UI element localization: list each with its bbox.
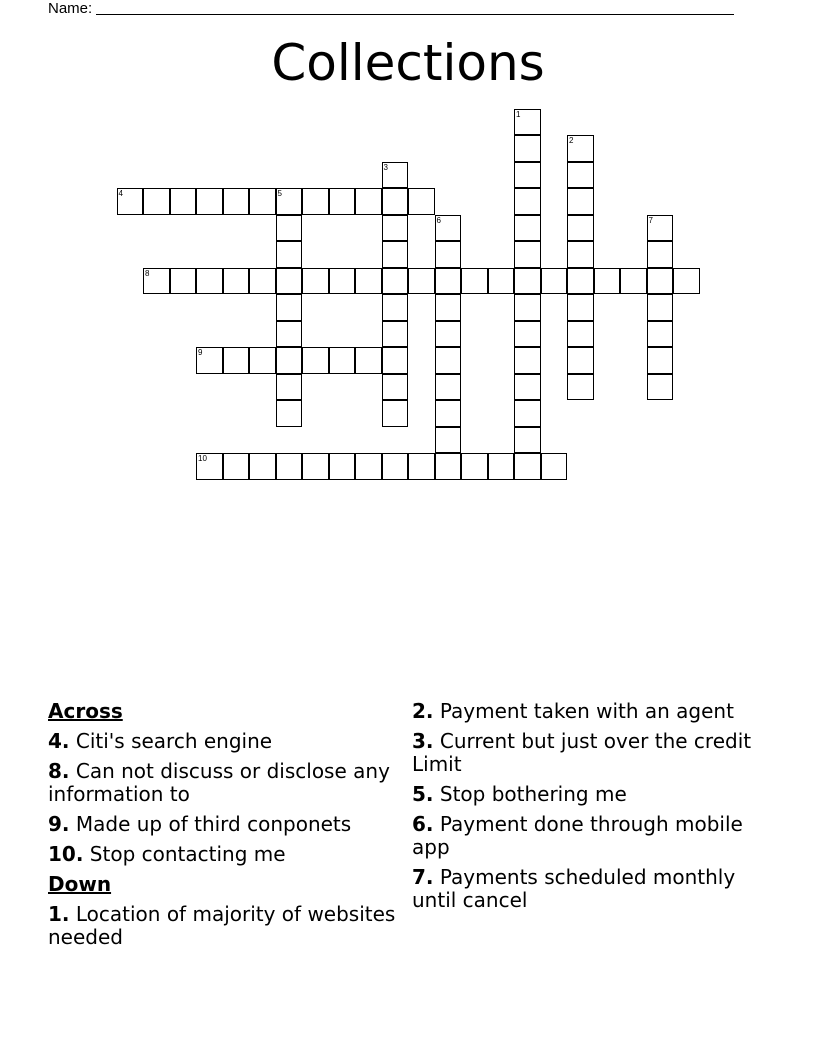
grid-cell[interactable] <box>514 374 541 401</box>
grid-cell[interactable] <box>143 268 170 295</box>
clue-across-4 <box>48 730 398 753</box>
grid-cell[interactable] <box>647 374 674 401</box>
grid-cell[interactable] <box>567 321 594 348</box>
grid-cell[interactable] <box>567 347 594 374</box>
grid-cell[interactable] <box>435 215 462 242</box>
grid-cell[interactable] <box>329 347 356 374</box>
grid-cell[interactable] <box>514 188 541 215</box>
grid-cell[interactable] <box>514 294 541 321</box>
grid-cell[interactable] <box>514 241 541 268</box>
grid-cell[interactable] <box>196 453 223 480</box>
clue-across-10 <box>48 843 398 866</box>
clue-number: 1. <box>48 902 70 926</box>
grid-cell[interactable] <box>488 453 515 480</box>
grid-cell[interactable] <box>435 347 462 374</box>
grid-cell[interactable] <box>249 268 276 295</box>
grid-cell[interactable] <box>408 188 435 215</box>
grid-cell[interactable] <box>541 453 568 480</box>
clue-number: 7. <box>412 865 434 889</box>
grid-cell[interactable] <box>514 268 541 295</box>
grid-cell[interactable] <box>541 268 568 295</box>
grid-cell[interactable] <box>567 188 594 215</box>
clue-text: Citi's search engine <box>75 729 273 753</box>
grid-cell[interactable] <box>223 347 250 374</box>
grid-cell[interactable] <box>329 188 356 215</box>
clue-number: 5. <box>412 782 434 806</box>
puzzle-title: Collections <box>271 34 545 92</box>
cell-number: 6 <box>436 215 441 225</box>
grid-cell[interactable] <box>514 162 541 189</box>
grid-cell[interactable] <box>435 427 462 454</box>
grid-cell[interactable] <box>435 374 462 401</box>
grid-cell[interactable] <box>249 188 276 215</box>
clue-text: Payment taken with an agent <box>439 699 734 723</box>
clue-number: 6. <box>412 812 434 836</box>
clue-number: 9. <box>48 812 70 836</box>
clue-down-6 <box>412 813 762 859</box>
clue-text: Payment done through mobile app <box>412 812 743 859</box>
clue-down-3 <box>412 730 762 776</box>
grid-cell[interactable] <box>302 188 329 215</box>
grid-cell[interactable] <box>647 268 674 295</box>
grid-cell[interactable] <box>514 453 541 480</box>
grid-cell[interactable] <box>647 215 674 242</box>
grid-cell[interactable] <box>117 188 144 215</box>
grid-cell[interactable] <box>382 321 409 348</box>
clue-text: Location of majority of websites needed <box>48 902 396 949</box>
clue-text: Can not discuss or disclose any information to <box>48 759 390 806</box>
cell-number: 4 <box>118 189 123 198</box>
grid-cell[interactable] <box>249 453 276 480</box>
grid-cell[interactable] <box>382 374 409 401</box>
clue-number: 4. <box>48 729 70 753</box>
grid-cell[interactable] <box>276 453 303 480</box>
grid-cell[interactable] <box>249 347 276 374</box>
grid-cell[interactable] <box>170 268 197 295</box>
grid-cell[interactable] <box>329 453 356 480</box>
grid-cell[interactable] <box>435 400 462 427</box>
grid-cell[interactable] <box>302 453 329 480</box>
name-label: Name: <box>48 0 93 17</box>
clue-number: 8. <box>48 759 70 783</box>
grid-cell[interactable] <box>276 215 303 242</box>
cell-number: 7 <box>648 215 653 225</box>
grid-cell[interactable] <box>514 321 541 348</box>
grid-cell[interactable] <box>223 268 250 295</box>
grid-cell[interactable] <box>276 294 303 321</box>
clue-across-8 <box>48 760 398 806</box>
grid-cell[interactable] <box>514 427 541 454</box>
grid-cell[interactable] <box>196 188 223 215</box>
grid-cell[interactable] <box>647 347 674 374</box>
grid-cell[interactable] <box>567 162 594 189</box>
clue-text: Payments scheduled monthly until cancel <box>412 865 736 912</box>
grid-cell[interactable] <box>514 109 541 136</box>
grid-cell[interactable] <box>302 347 329 374</box>
clue-number: 2. <box>412 699 434 723</box>
grid-cell[interactable] <box>567 135 594 162</box>
grid-cell[interactable] <box>567 241 594 268</box>
cell-number: 10 <box>198 454 207 463</box>
clue-down-7 <box>412 866 762 912</box>
clues-right-column <box>412 700 762 919</box>
grid-cell[interactable] <box>302 268 329 295</box>
grid-cell[interactable] <box>647 321 674 348</box>
grid-cell[interactable] <box>488 268 515 295</box>
clue-text: Made up of third conponets <box>75 812 352 836</box>
grid-cell[interactable] <box>461 268 488 295</box>
grid-cell[interactable] <box>276 241 303 268</box>
cell-number: 3 <box>383 162 388 172</box>
grid-cell[interactable] <box>594 268 621 295</box>
clue-text: Stop bothering me <box>439 782 627 806</box>
grid-cell[interactable] <box>435 321 462 348</box>
clue-number: 10. <box>48 842 84 866</box>
grid-cell[interactable] <box>382 294 409 321</box>
grid-cell[interactable] <box>382 400 409 427</box>
clue-down-5 <box>412 783 762 806</box>
grid-cell[interactable] <box>276 374 303 401</box>
grid-cell[interactable] <box>567 215 594 242</box>
grid-cell[interactable] <box>276 347 303 374</box>
grid-cell[interactable] <box>647 294 674 321</box>
down-heading: Down <box>48 872 112 896</box>
grid-cell[interactable] <box>461 453 488 480</box>
grid-cell[interactable] <box>620 268 647 295</box>
grid-cell[interactable] <box>382 453 409 480</box>
cell-number: 9 <box>198 348 203 357</box>
grid-cell[interactable] <box>355 268 382 295</box>
grid-cell[interactable] <box>408 268 435 295</box>
grid-cell[interactable] <box>382 162 409 189</box>
grid-cell[interactable] <box>514 215 541 242</box>
grid-cell[interactable] <box>435 268 462 295</box>
cell-number: 5 <box>277 189 282 198</box>
clue-down-1 <box>48 903 398 949</box>
grid-cell[interactable] <box>276 268 303 295</box>
clue-number: 3. <box>412 729 434 753</box>
grid-cell[interactable] <box>435 294 462 321</box>
grid-cell[interactable] <box>647 241 674 268</box>
grid-cell[interactable] <box>514 347 541 374</box>
cell-number: 2 <box>569 136 574 145</box>
grid-cell[interactable] <box>382 268 409 295</box>
grid-cell[interactable] <box>196 347 223 374</box>
grid-cell[interactable] <box>382 347 409 374</box>
grid-cell[interactable] <box>382 215 409 242</box>
cell-number: 1 <box>516 109 521 119</box>
grid-cell[interactable] <box>196 268 223 295</box>
grid-cell[interactable] <box>355 453 382 480</box>
grid-cell[interactable] <box>355 347 382 374</box>
grid-cell[interactable] <box>514 400 541 427</box>
grid-cell[interactable] <box>329 268 356 295</box>
grid-cell[interactable] <box>567 268 594 295</box>
clue-down-2 <box>412 700 762 723</box>
crossword-grid <box>0 0 816 500</box>
grid-cell[interactable] <box>223 188 250 215</box>
clue-text: Stop contacting me <box>89 842 286 866</box>
grid-cell[interactable] <box>567 374 594 401</box>
grid-cell[interactable] <box>276 400 303 427</box>
grid-cell[interactable] <box>143 188 170 215</box>
grid-cell[interactable] <box>276 321 303 348</box>
grid-cell[interactable] <box>382 241 409 268</box>
grid-cell[interactable] <box>435 453 462 480</box>
grid-cell[interactable] <box>223 453 250 480</box>
clues-left-column <box>48 700 398 956</box>
clue-across-9 <box>48 813 398 836</box>
grid-cell[interactable] <box>382 188 409 215</box>
grid-cell[interactable] <box>567 294 594 321</box>
grid-cell[interactable] <box>673 268 700 295</box>
grid-cell[interactable] <box>514 135 541 162</box>
grid-cell[interactable] <box>408 453 435 480</box>
grid-cell[interactable] <box>276 188 303 215</box>
across-heading: Across <box>48 699 123 723</box>
grid-cell[interactable] <box>170 188 197 215</box>
grid-cell[interactable] <box>435 241 462 268</box>
cell-number: 8 <box>145 268 150 278</box>
grid-cell[interactable] <box>355 188 382 215</box>
clue-text: Current but just over the credit Limit <box>412 729 752 776</box>
